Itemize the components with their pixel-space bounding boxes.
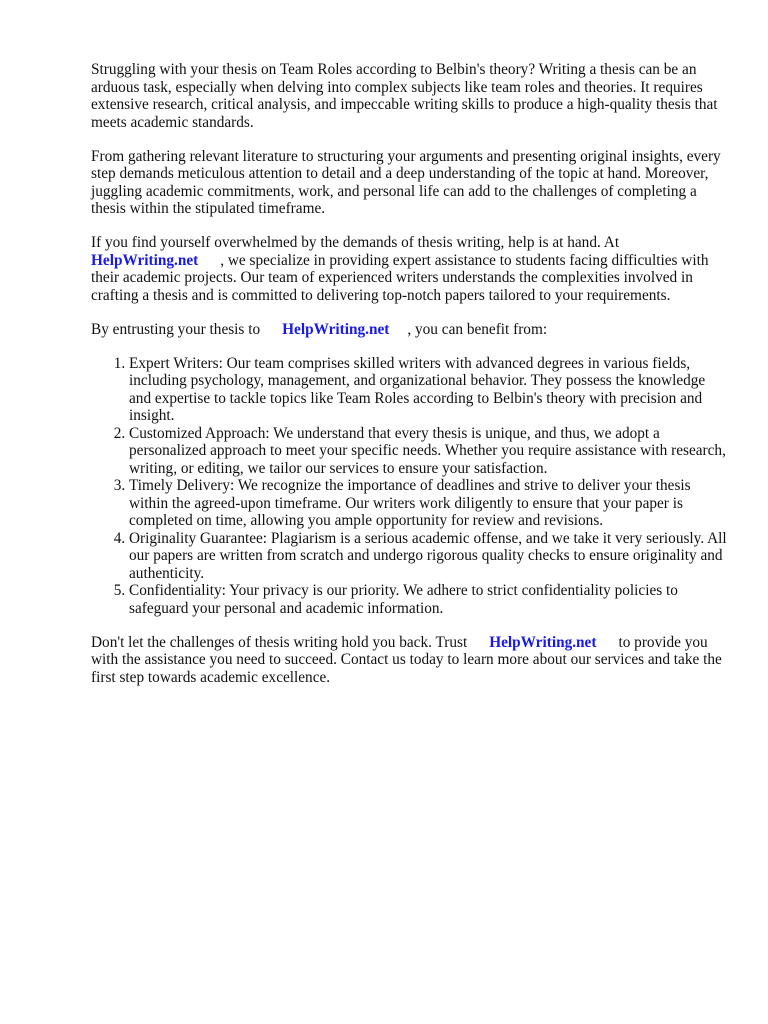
list-item: 5. Confidentiality: Your privacy is our priority. We adhere to strict confidentiality policies to safeguard your personal and academic information. xyxy=(129,582,731,617)
list-item: 3. Timely Delivery: We recognize the importance of deadlines and strive to deliver your thesis within the agreed-upon timeframe. Our writers work diligently to ensure that your paper is completed on time, allowing you ample opportunity for review and revisions. xyxy=(129,477,731,530)
benefit-intro-rest: , you can benefit from: xyxy=(407,320,548,338)
list-item: 4. Originality Guarantee: Plagiarism is a serious academic offense, and we take it very seriously. All our papers are written from scratch and undergo rigorous quality checks to ensure originality and authenticity. xyxy=(129,530,731,583)
helpwriting-link[interactable]: HelpWriting.net xyxy=(91,251,199,269)
benefit-intro-lead: By entrusting your thesis to xyxy=(91,320,261,338)
intro-paragraph: Struggling with your thesis on Team Roles according to Belbin's theory? Writing a thesis can be an arduous task, especially when delving into complex subjects like team roles and theories. It requires extensive research, critical analysis, and impeccable writing skills to produce a high-quality thesis that meets academic standards. xyxy=(91,61,718,131)
benefits-list xyxy=(91,355,731,618)
challenges-paragraph: From gathering relevant literature to structuring your arguments and presenting original insights, every step demands meticulous attention to detail and a deep understanding of the topic at hand. Moreover, juggling academic commitments, work, and personal life can add to the challenges of completing a thesis within the stipulated timeframe. xyxy=(91,147,721,217)
help-paragraph-rest: , we specialize in providing expert assistance to students facing difficulties with their academic projects. Our team of experienced writers understands the complexities involved in crafting a thesis and is committed to delivering top-notch papers tailored to your requirements. xyxy=(91,251,709,304)
help-paragraph xyxy=(91,234,731,304)
closing-paragraph-rest: to provide you with the assistance you need to succeed. Contact us today to learn more about our services and take the first step towards academic excellence. xyxy=(91,633,722,686)
help-paragraph-lead: If you find yourself overwhelmed by the demands of thesis writing, help is at hand. At xyxy=(91,234,620,251)
helpwriting-link[interactable]: HelpWriting.net xyxy=(489,633,597,651)
closing-paragraph-lead: Don't let the challenges of thesis writing hold you back. Trust xyxy=(91,633,468,651)
helpwriting-link[interactable]: HelpWriting.net xyxy=(282,320,390,338)
list-item: 2. Customized Approach: We understand that every thesis is unique, and thus, we adopt a personalized approach to meet your specific needs. Whether you require assistance with research, writing, or editing, we tailor our services to ensure your satisfaction. xyxy=(129,425,731,478)
benefit-intro-paragraph xyxy=(91,321,731,339)
closing-paragraph xyxy=(91,634,731,687)
list-item: 1. Expert Writers: Our team comprises skilled writers with advanced degrees in various fields, including psychology, management, and organizational behavior. They possess the knowledge and expertise to tackle topics like Team Roles according to Belbin's theory with precision and insight. xyxy=(129,355,731,425)
document-body xyxy=(91,61,731,703)
